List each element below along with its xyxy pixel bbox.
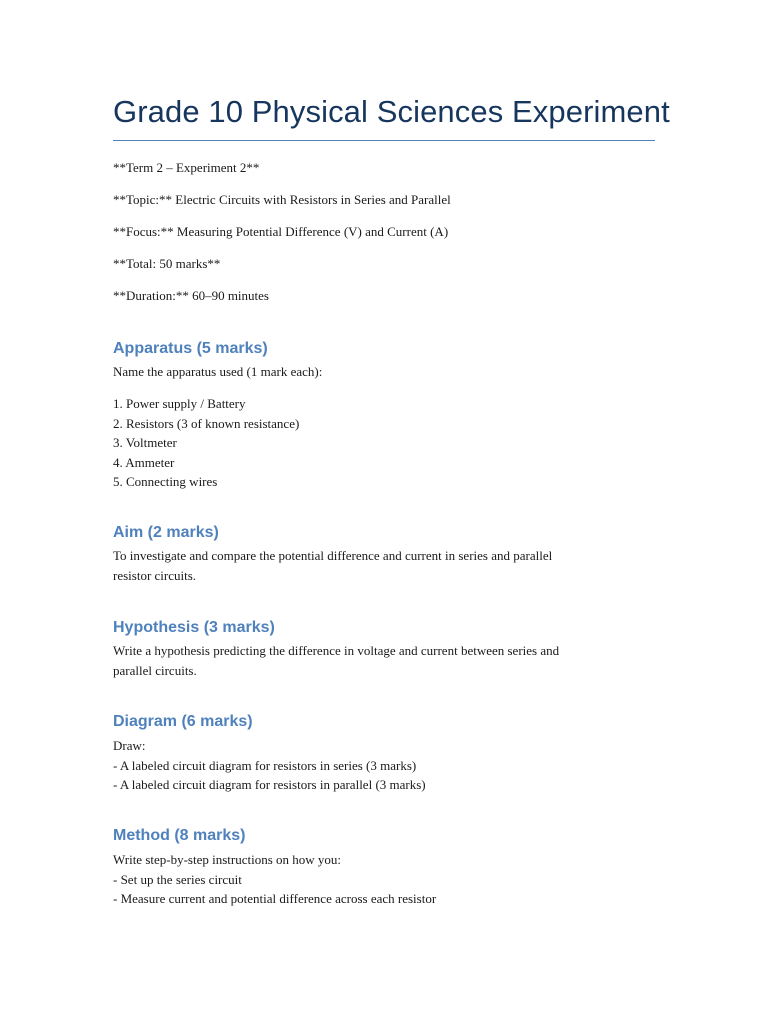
list-item: 4. Ammeter bbox=[113, 454, 175, 470]
diagram-text bbox=[113, 736, 426, 795]
hypothesis-heading: Hypothesis (3 marks) bbox=[113, 619, 275, 636]
text-line: parallel circuits. bbox=[113, 662, 197, 678]
diagram-heading: Diagram (6 marks) bbox=[113, 713, 253, 730]
hypothesis-text bbox=[113, 641, 559, 680]
list-item: 3. Voltmeter bbox=[113, 435, 177, 450]
meta-term: **Term 2 – Experiment 2** bbox=[113, 160, 260, 175]
list-item: 5. Connecting wires bbox=[113, 474, 218, 489]
meta-duration: **Duration:** 60–90 minutes bbox=[113, 288, 269, 303]
method-text bbox=[113, 850, 436, 909]
meta-focus: **Focus:** Measuring Potential Difference (V) and Current (A) bbox=[113, 224, 449, 239]
text-line: resistor circuits. bbox=[113, 567, 197, 583]
meta-total: **Total: 50 marks** bbox=[113, 256, 221, 271]
aim-heading: Aim (2 marks) bbox=[113, 524, 219, 541]
title-underline bbox=[113, 140, 655, 141]
apparatus-intro: Name the apparatus used (1 mark each): bbox=[113, 364, 323, 379]
page-title: Grade 10 Physical Sciences Experiment bbox=[113, 94, 670, 129]
text-line: - A labeled circuit diagram for resistors in series (3 marks) bbox=[113, 757, 417, 773]
apparatus-heading: Apparatus (5 marks) bbox=[113, 340, 268, 357]
meta-topic: **Topic:** Electric Circuits with Resistors in Series and Parallel bbox=[113, 192, 451, 207]
text-line: To investigate and compare the potential difference and current in series and parallel bbox=[113, 548, 553, 563]
text-line: - Measure current and potential difference across each resistor bbox=[113, 891, 437, 906]
text-line: Write a hypothesis predicting the difference in voltage and current between series and bbox=[113, 643, 560, 658]
list-item: 1. Power supply / Battery bbox=[113, 396, 246, 411]
text-line: Draw: bbox=[113, 738, 146, 753]
apparatus-list bbox=[113, 394, 299, 492]
aim-text bbox=[113, 546, 552, 585]
list-item: 2. Resistors (3 of known resistance) bbox=[113, 415, 300, 431]
text-line: - A labeled circuit diagram for resistors in parallel (3 marks) bbox=[113, 777, 426, 792]
method-heading: Method (8 marks) bbox=[113, 827, 246, 844]
text-line: - Set up the series circuit bbox=[113, 871, 242, 887]
text-line: Write step-by-step instructions on how you: bbox=[113, 852, 342, 867]
